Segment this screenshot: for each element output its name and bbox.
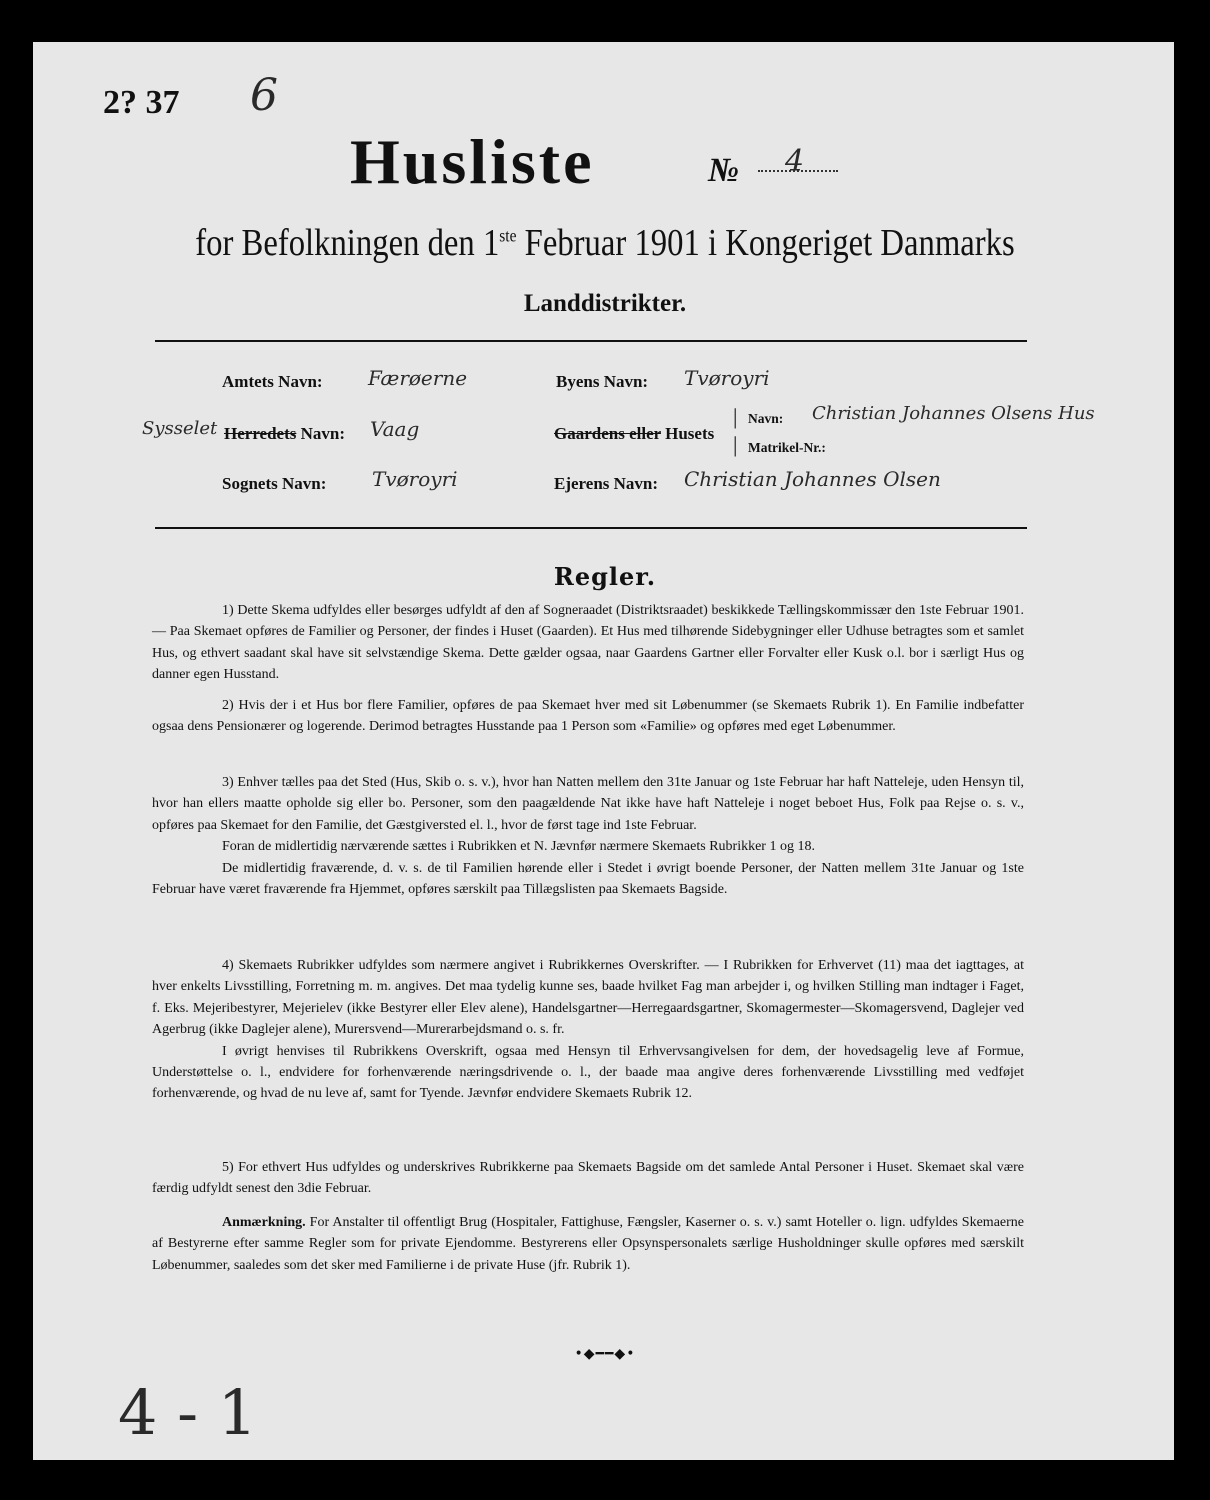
- archive-number: 2? 37: [103, 84, 180, 121]
- bracket-bottom: |: [733, 432, 738, 457]
- rule-5: 5) For ethvert Hus udfyldes og underskrives Rubrikkerne paa Skemaets Bagside om det samlede Antal Personer i Huset. Skemaet skal være færdig udfyldt senest den 3die Februar.: [152, 1160, 1024, 1197]
- ejer-value[interactable]: Christian Johannes Olsen: [684, 467, 941, 491]
- rule-3: 3) Enhver tælles paa det Sted (Hus, Skib o. s. v.), hvor han Natten mellem den 31te Januar og 1ste Februar har haft Natteleje, uden Hensyn til, hvor han ellers maatte opholde sig eller bo. Personer, som den paagældende Nat ikke have haft Natteleje i noget beboet Hus, Folk paa Rejse o. s. v., opføres paa Skemaet for den Familie, det Gæstgiversted el. l., hvor de først tage ind 1ste Februar. Foran de midlertidig nærværende sættes i Rubrikken et N. Jævnfør nærmere Skemaets Rubrikker 1 og 18. De midlertidig fraværende, d. v. s. de til Familien hørende eller i Stedet i øvrigt boende Personer, der Natten mellem 31te Januar og 1ste Februar have været fraværende fra Hjemmet, opføres særskilt paa Tillægslisten paa Skemaets Bagside.: [152, 775, 1024, 898]
- top-rule: [155, 340, 1027, 342]
- form-subtitle-district: Landdistrikter.: [523, 290, 687, 317]
- amt-label: Amtets Navn:: [222, 372, 323, 391]
- herred-prefix-handwritten: Sysselet: [142, 418, 218, 439]
- form-title: Husliste: [350, 126, 595, 197]
- sogn-value[interactable]: Tvøroyri: [372, 467, 458, 491]
- navn-value[interactable]: Christian Johannes Olsens Hus: [812, 403, 1095, 424]
- sogn-label: Sognets Navn:: [222, 474, 327, 493]
- ornament-divider: •◆━━◆•: [574, 1346, 636, 1362]
- rule-1: 1) Dette Skema udfyldes eller besørges udfyldt af den af Sogneraadet (Distriktsraadet) beskikkede Tællingskommissær den 1ste Februar 1901. — Paa Skemaet opføres de Familier og Personer, der findes i Huset (Gaarden). Et Hus med tilhørende Sidebygninger eller Udhuse betragtes som et samlet Hus, og ethvert saadant skal have sit selvstændige Skema. Dette gælder ogsaa, naar Gaardens Gartner eller Forvalter eller Kusk o.l. bor i særligt Hus og danner egen Husstand.: [152, 603, 1024, 683]
- number-sign: №: [708, 152, 740, 189]
- by-label: Byens Navn:: [556, 372, 649, 391]
- house-number-value: 4: [785, 144, 805, 179]
- gaard-label: Gaardens eller Husets: [554, 424, 715, 443]
- regler-heading: Regler.: [553, 562, 657, 591]
- anmaerkning: Anmærkning. For Anstalter til offentligt Brug (Hospitaler, Fattighuse, Fængsler, Kaserner o. s. v.) samt Hoteller o. lign. udfyldes Skemaerne af Bestyrerne efter samme Regler som for private Ejendomme. Bestyrerens eller Opsynspersonalets særlige Husholdninger skulle opføres med særskilt Løbenummer, saaledes som det sker med Familierne i de private Huse (jfr. Rubrik 1).: [152, 1215, 1025, 1273]
- herred-value[interactable]: Vaag: [370, 417, 420, 441]
- rule-4: 4) Skemaets Rubrikker udfyldes som nærmere angivet i Rubrikkernes Overskrifter. — I Rubrikken for Erhvervet (11) maa det iagttages, at hver enkelts Livsstilling, Forretning m. m. angives. Det maa tydelig kunne ses, baade hvilket Fag man arbejder i, og hvilken Stilling man indtager i Faget, f. Eks. Mejeribestyrer, Mejerielev (ikke Bestyrer eller Elev alene), Handelsgartner—Herregaardsgartner, Skomagermester—Skomagersvend, Daglejer ved Agerbrug (ikke Daglejer alene), Murersvend—Murerarbejdsmand o. s. fr. I øvrigt henvises til Rubrikkens Overskrift, ogsaa med Hensyn til Erhvervsangivelsen for dem, der hovedsagelig leve af Formue, Understøttelse o. l., endvidere for forhenværende næringsdrivende o. l., der baade maa angive deres forhenværende Livsstilling med vedføjet forhenværende, og hvad de nu leve af, samt for Tyende. Jævnfør endvidere Skemaets Rubrik 12.: [152, 958, 1024, 1102]
- handwritten-page-mark: 6: [250, 70, 278, 121]
- form-subtitle: for Befolkningen den 1ste Februar 1901 i Kongeriget Danmarks: [195, 222, 1015, 264]
- herred-label: Herredets Navn:: [224, 424, 346, 443]
- by-value[interactable]: Tvøroyri: [684, 366, 770, 390]
- matrikel-label: Matrikel-Nr.:: [748, 440, 826, 455]
- bracket-top: |: [733, 404, 738, 429]
- amt-value[interactable]: Færøerne: [368, 366, 468, 390]
- navn-label: Navn:: [748, 411, 784, 426]
- ejer-label: Ejerens Navn:: [554, 474, 659, 493]
- handwritten-bottom-mark: 4 - 1: [118, 1376, 258, 1449]
- bottom-rule: [155, 527, 1027, 529]
- rule-2: 2) Hvis der i et Hus bor flere Familier, opføres de paa Skemaet hver med sit Løbenummer (se Skemaets Rubrik 1). En Familie indbefatter ogsaa dens Pensionærer og logerende. Derimod betragtes Husstande paa 1 Person som «Familie» og opføres med eget Løbenummer.: [152, 698, 1024, 735]
